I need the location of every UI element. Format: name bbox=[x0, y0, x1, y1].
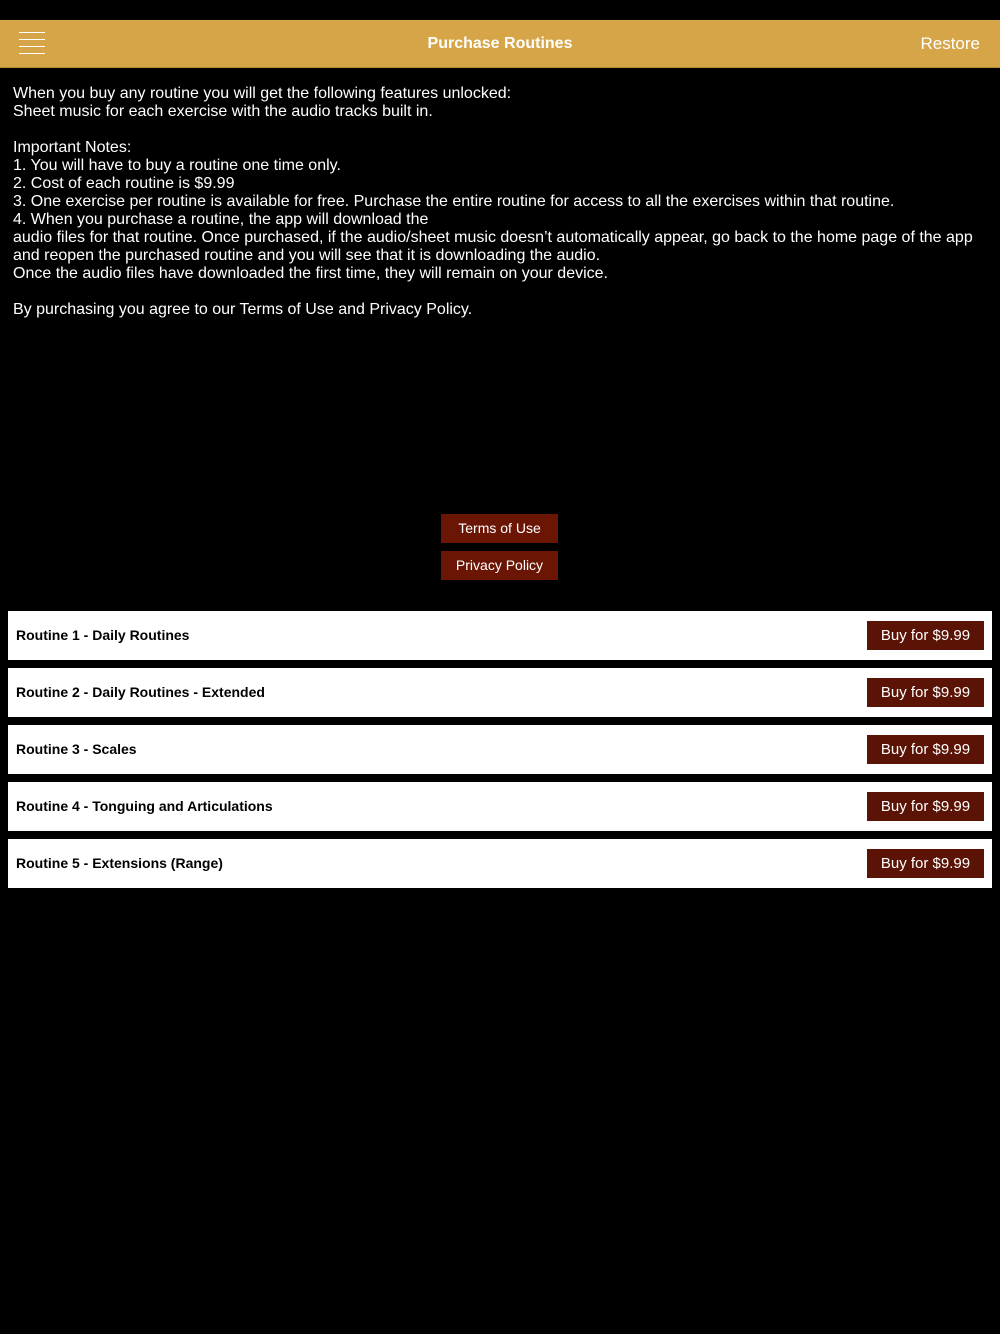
info-line: Sheet music for each exercise with the audio tracks built in. bbox=[13, 103, 433, 120]
hamburger-menu-icon[interactable] bbox=[16, 30, 48, 58]
info-line: audio files for that routine. Once purchased, if the audio/sheet music doesn’t automatically appear, go back to the home page of the app and reopen the purchased routine and you will see that it is downloading the audio. bbox=[13, 229, 978, 264]
status-bar bbox=[0, 0, 1000, 20]
routine-name: Routine 5 - Extensions (Range) bbox=[16, 855, 223, 871]
routine-name: Routine 2 - Daily Routines - Extended bbox=[16, 684, 265, 700]
routine-row bbox=[8, 782, 992, 831]
buy-routine-5-button[interactable]: Buy for $9.99 bbox=[867, 849, 984, 878]
terms-of-use-button[interactable]: Terms of Use bbox=[441, 514, 558, 543]
buy-routine-3-button[interactable]: Buy for $9.99 bbox=[867, 735, 984, 764]
info-line: 1. You will have to buy a routine one time only. bbox=[13, 157, 341, 174]
routine-row bbox=[8, 725, 992, 774]
routine-name: Routine 3 - Scales bbox=[16, 741, 137, 757]
buy-routine-2-button[interactable]: Buy for $9.99 bbox=[867, 678, 984, 707]
info-line: When you buy any routine you will get the following features unlocked: bbox=[13, 85, 512, 102]
page-title: Purchase Routines bbox=[427, 35, 573, 52]
buy-routine-4-button[interactable]: Buy for $9.99 bbox=[867, 792, 984, 821]
info-line: Once the audio files have downloaded the first time, they will remain on your device. bbox=[13, 265, 608, 282]
routine-row bbox=[8, 611, 992, 660]
info-line: Important Notes: bbox=[13, 139, 132, 156]
buy-routine-1-button[interactable]: Buy for $9.99 bbox=[867, 621, 984, 650]
routine-name: Routine 4 - Tonguing and Articulations bbox=[16, 798, 273, 814]
routine-name: Routine 1 - Daily Routines bbox=[16, 627, 190, 643]
routine-list bbox=[8, 611, 992, 896]
info-line: 3. One exercise per routine is available for free. Purchase the entire routine for access to all the exercises within that routine. bbox=[13, 193, 895, 210]
info-line: 4. When you purchase a routine, the app will download the bbox=[13, 211, 429, 228]
routine-row bbox=[8, 839, 992, 888]
routine-row bbox=[8, 668, 992, 717]
restore-button[interactable]: Restore bbox=[920, 34, 980, 53]
info-line: 2. Cost of each routine is $9.99 bbox=[13, 175, 235, 192]
info-line: By purchasing you agree to our Terms of Use and Privacy Policy. bbox=[13, 301, 473, 318]
privacy-policy-button[interactable]: Privacy Policy bbox=[441, 551, 558, 580]
nav-bar bbox=[0, 20, 1000, 68]
purchase-info-text bbox=[13, 85, 988, 319]
